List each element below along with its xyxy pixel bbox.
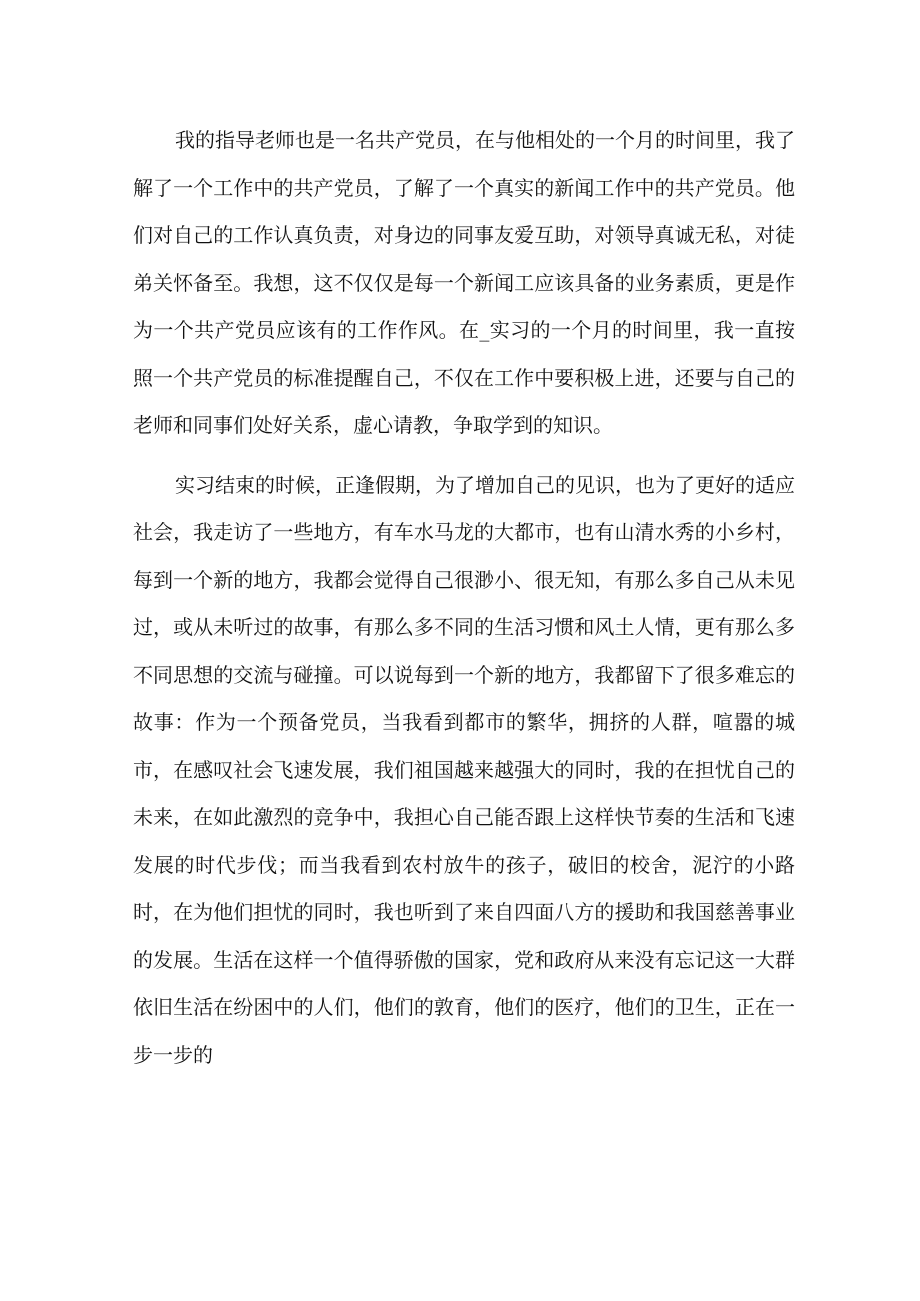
paragraph-mentor: 我的指导老师也是一名共产党员，在与他相处的一个月的时间里，我了解了一个工作中的共产党员，了解了一个真实的新闻工作中的共产党员。他们对自己的工作认真负责，对身边的同事友爱互助，对领导真诚无私，对徒弟关怀备至。我想，这不仅仅是每一个新闻工应该具备的业务素质，更是作为一个共产党员应该有的工作作风。在_实习的一个月的时间里，我一直按照一个共产党员的标准提醒自己，不仅在工作中要积极上进，还要与自己的老师和同事们处好关系，虚心请教，争取学到的知识。 bbox=[133, 128, 795, 437]
paragraph-travel: 实习结束的时候，正逢假期，为了增加自己的见识，也为了更好的适应社会，我走访了一些地方，有车水马龙的大都市，也有山清水秀的小乡村，每到一个新的地方，我都会觉得自己很渺小、很无知，有那么多自己从未见过，或从未听过的故事，有那么多不同的生活习惯和风土人情，更有那么多不同思想的交流与碰撞。可以说每到一个新的地方，我都留下了很多难忘的故事：作为一个预备党员，当我看到都市的繁华，拥挤的人群，喧嚣的城市，在感叹社会飞速发展，我们祖国越来越强大的同时，我的在担忧自己的未来，在如此激烈的竞争中，我担心自己能否跟上这样快节奏的生活和飞速发展的时代步伐；而当我看到农村放牛的孩子，破旧的校舍，泥泞的小路时，在为他们担忧的同时，我也听到了来自四面八方的援助和我国慈善事业的发展。生活在这样一个值得骄傲的国家，党和政府从来没有忘记这一大群依旧生活在纷困中的人们，他们的敦育，他们的医疗，他们的卫生，正在一步一步的 bbox=[133, 472, 795, 1067]
document-body bbox=[133, 117, 795, 1079]
